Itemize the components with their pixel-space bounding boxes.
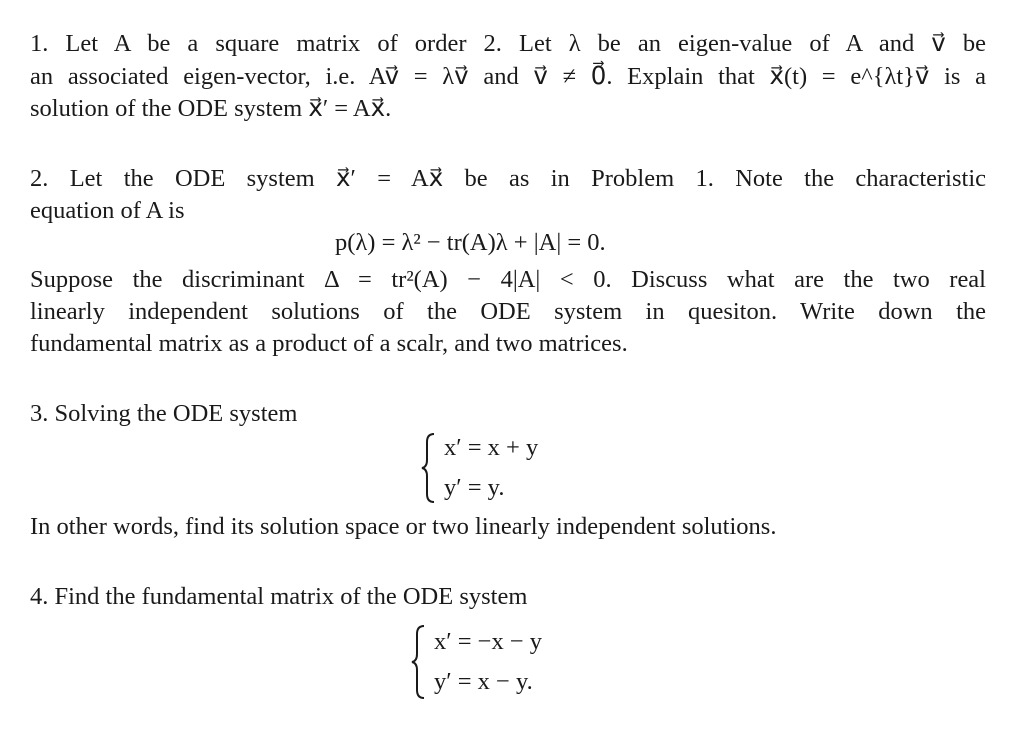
problem-3-system — [420, 430, 600, 506]
system-equation: x′ = −x − y — [434, 628, 543, 655]
left-brace-icon — [420, 430, 438, 506]
problem-2-line-2: equation of A is — [30, 197, 185, 224]
problem-4-line-1: 4. Find the fundamental matrix of the ODE system — [30, 583, 528, 610]
problem-3-line-2: In other words, find its solution space or two linearly independent solutions. — [30, 513, 777, 540]
characteristic-equation: p(λ) = λ² − tr(A)λ + |A| = 0. — [335, 229, 606, 256]
problem-1-line-3: solution of the ODE system x⃗′ = Ax⃗. — [30, 95, 392, 122]
problem-2-line-5: fundamental matrix as a product of a scalr, and two matrices. — [30, 330, 628, 357]
problem-2-line-3: Suppose the discriminant Δ = tr²(A) − 4|A| < 0. Discuss what are the two real — [30, 266, 986, 293]
problem-3-line-1: 3. Solving the ODE system — [30, 400, 298, 427]
left-brace-icon — [410, 622, 428, 702]
system-equation: y′ = x − y. — [434, 668, 533, 695]
problem-2-line-4: linearly independent solutions of the ODE system in quesiton. Write down the — [30, 298, 986, 325]
problem-1-line-1: 1. Let A be a square matrix of order 2. Let λ be an eigen-value of A and v⃗ be — [30, 30, 986, 57]
system-equation: y′ = y. — [444, 474, 505, 501]
problem-1-line-2: an associated eigen-vector, i.e. Av⃗ = λv⃗ and v⃗ ≠ 0⃗. Explain that x⃗(t) = e^{λt}v⃗ is a — [30, 63, 986, 90]
system-equation: x′ = x + y — [444, 434, 539, 461]
problem-4-system — [410, 622, 610, 702]
problem-2-line-1: 2. Let the ODE system x⃗′ = Ax⃗ be as in Problem 1. Note the characteristic — [30, 165, 986, 192]
